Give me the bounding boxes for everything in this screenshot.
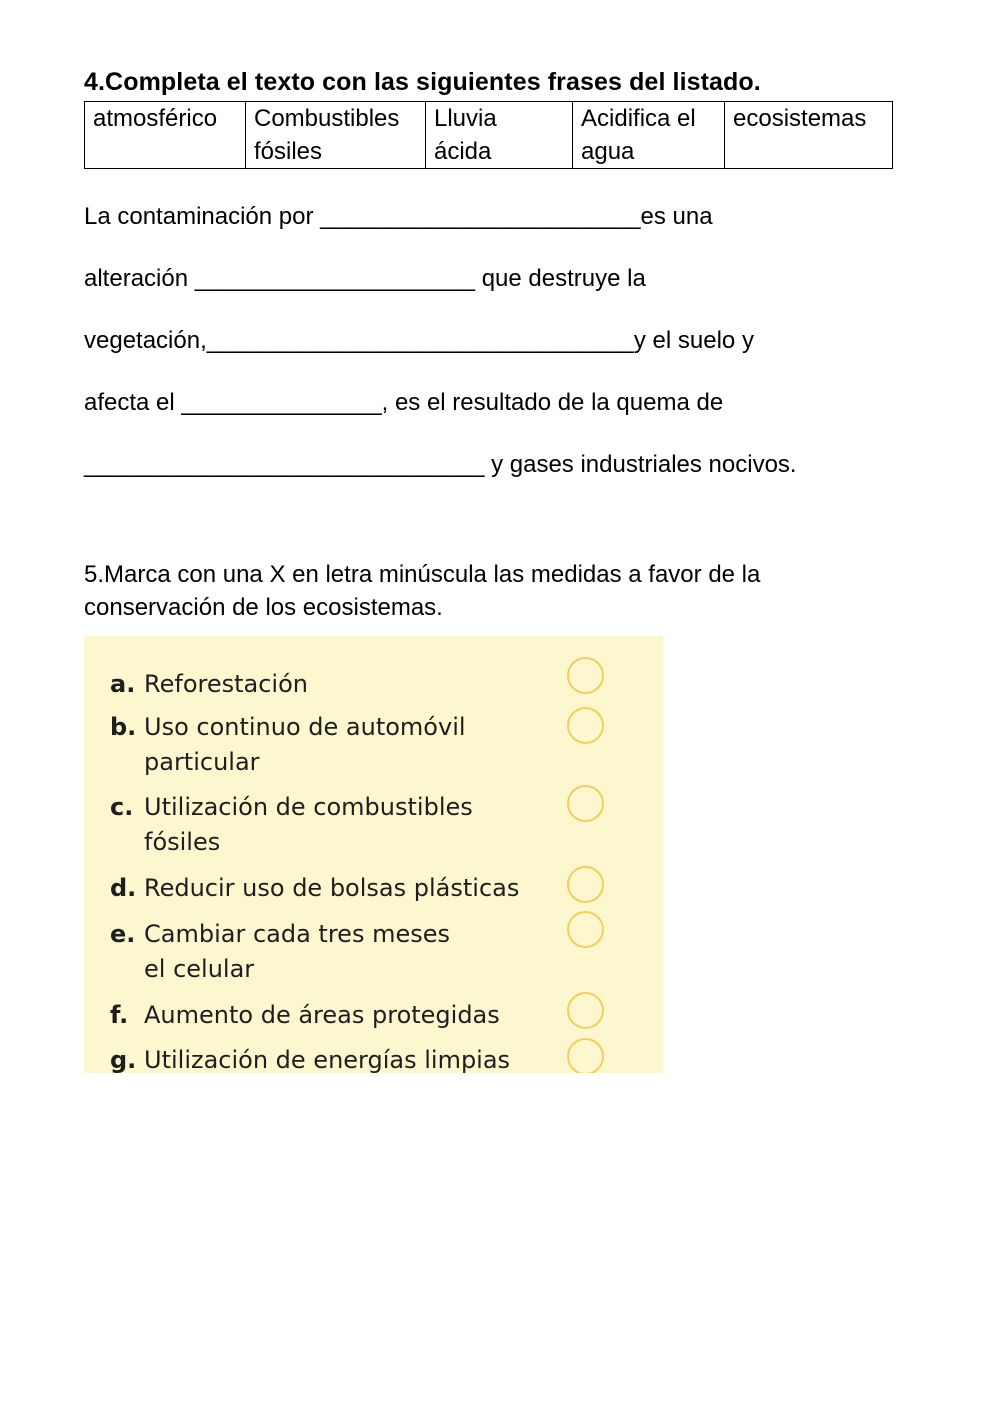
- measure-item-d: d. Reducir uso de bolsas plásticas: [110, 874, 520, 902]
- answer-circle-a[interactable]: [567, 657, 604, 694]
- question-5-text: 5.Marca con una X en letra minúscula las medidas a favor de la conservación de los ecosistemas.: [84, 561, 761, 621]
- fill-in-line-2[interactable]: alteración _____________________ que destruye la: [84, 265, 646, 292]
- answer-circle-c[interactable]: [567, 785, 604, 822]
- answer-circle-f[interactable]: [567, 992, 604, 1029]
- fill-in-line-4[interactable]: afecta el _______________, es el resultado de la quema de: [84, 389, 724, 416]
- measures-panel: [84, 636, 663, 1073]
- measure-item-e: e. Cambiar cada tres meses el celular: [110, 920, 450, 983]
- word-bank-cell: Lluvia ácida: [426, 102, 573, 169]
- measure-item-b: b. Uso continuo de automóvil particular: [110, 713, 466, 776]
- measure-item-f: f. Aumento de áreas protegidas: [110, 1001, 500, 1029]
- fill-in-line-5[interactable]: ______________________________ y gases industriales nocivos.: [84, 451, 797, 478]
- word-bank-cell: Acidifica el agua: [573, 102, 725, 169]
- measure-item-c: c. Utilización de combustibles fósiles: [110, 793, 473, 856]
- word-bank-cell: ecosistemas: [725, 102, 893, 169]
- question-4-title: 4.Completa el texto con las siguientes frases del listado.: [84, 68, 761, 96]
- answer-circle-g[interactable]: [567, 1038, 604, 1073]
- measure-item-g: g. Utilización de energías limpias: [110, 1046, 511, 1073]
- word-bank-cell: Combustibles fósiles: [246, 102, 426, 169]
- word-bank-table: [84, 101, 893, 169]
- answer-circle-e[interactable]: [567, 911, 604, 948]
- measure-item-a: a. Reforestación: [110, 670, 308, 698]
- answer-circle-b[interactable]: [567, 707, 604, 744]
- fill-in-line-3[interactable]: vegetación,________________________________y el suelo y: [84, 327, 754, 354]
- fill-in-line-1[interactable]: La contaminación por ________________________es una: [84, 203, 713, 230]
- answer-circle-d[interactable]: [567, 866, 604, 903]
- word-bank-cell: atmosférico: [85, 102, 246, 169]
